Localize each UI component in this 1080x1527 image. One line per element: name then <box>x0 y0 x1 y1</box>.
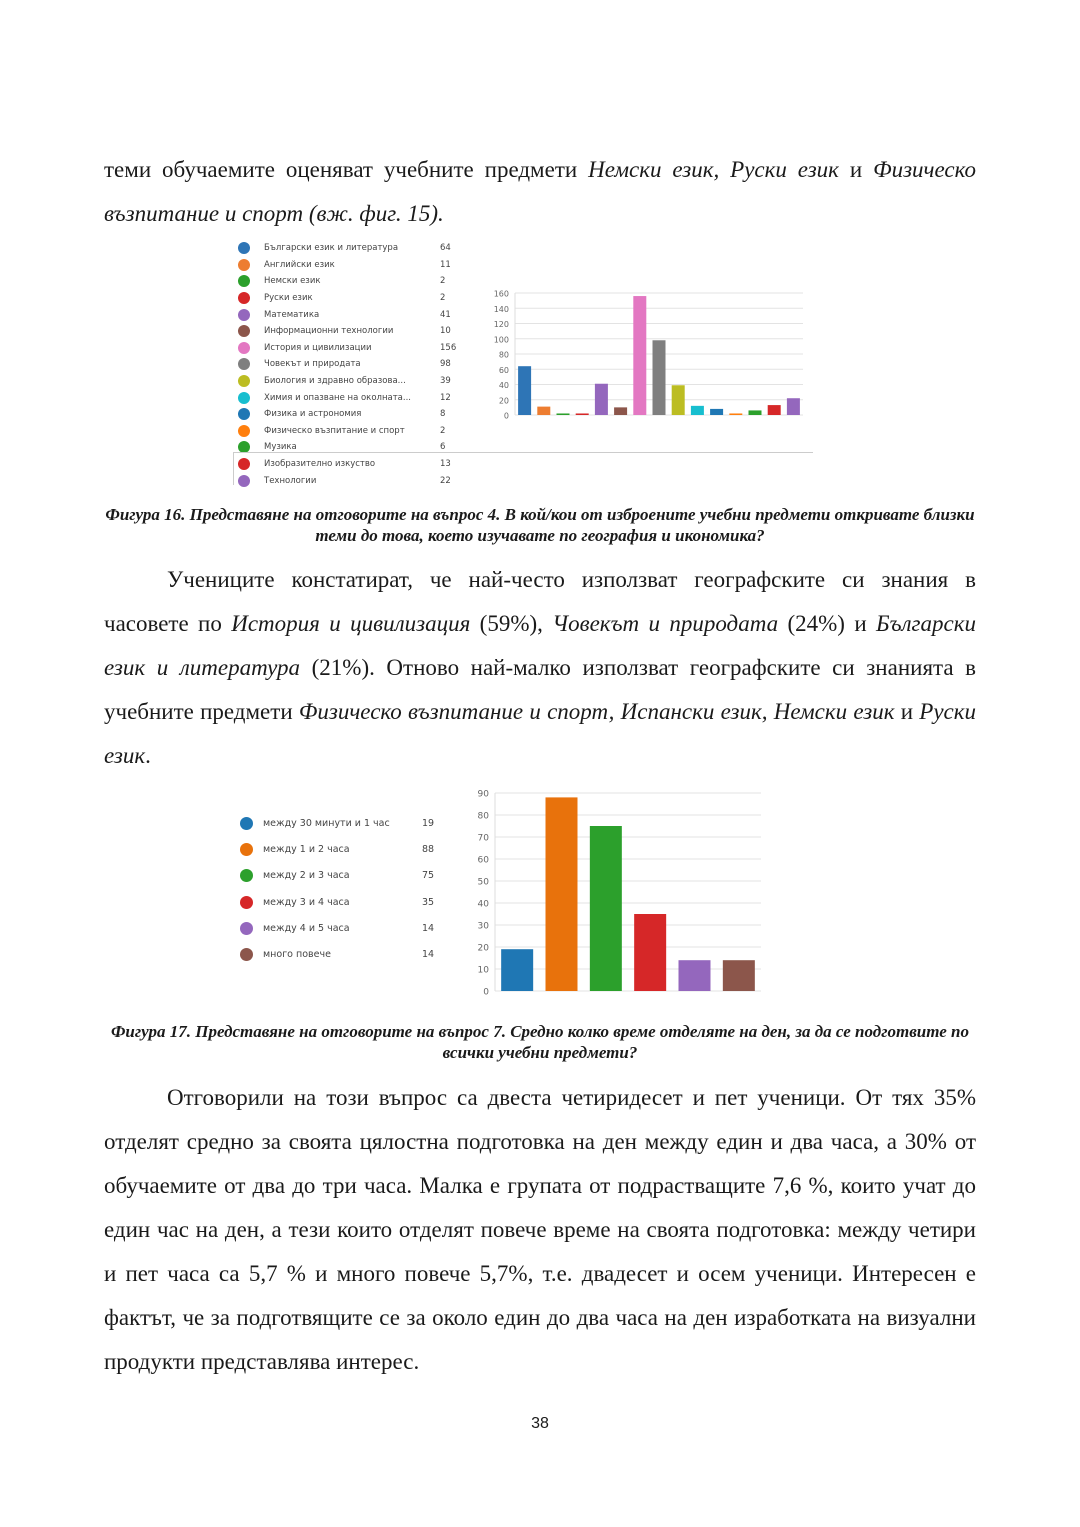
legend-color-dot <box>238 458 250 470</box>
legend-label: много повече <box>263 949 331 961</box>
y-tick-label: 10 <box>477 965 489 976</box>
paragraph-summary: Отговорили на този въпрос са двеста четиридесет и пет ученици. От тях 35% отделят средно за своята цялостна подготовка на ден между един и два часа, а 30% от обучаемите от два до три часа. Малка е групата от подрастващите 7,6 %, които учат до един час на ден, а тези които отделят повече време на своята подготовка: между четири и пет часа са 5,7 % и много повече 5,7%, т.е. двадесет и осем ученици. Интересен е фактът, че за подготвящите се за около един до два часа на ден изработката на визуални продукти представлява интерес. <box>104 1085 976 1374</box>
legend-value: 14 <box>422 922 435 934</box>
bar <box>557 413 570 415</box>
legend-value: 156 <box>440 342 457 353</box>
y-tick-label: 60 <box>477 855 489 866</box>
legend-color-dot <box>238 342 250 354</box>
bar <box>537 407 550 415</box>
bar <box>653 340 666 415</box>
y-tick-label: 60 <box>498 365 509 375</box>
y-tick-label: 0 <box>503 411 509 421</box>
bar <box>787 398 800 415</box>
paragraph-intro: теми обучаемите оценяват учебните предмети Немски език, Руски език и Физическо възпитание и спорт (вж. фиг. 15). <box>104 157 977 226</box>
legend-value: 88 <box>422 843 435 855</box>
legend-label: Руски език <box>264 293 313 304</box>
legend-label: Човекът и природата <box>264 359 361 370</box>
legend-color-dot <box>238 259 250 271</box>
bar <box>634 914 666 991</box>
legend-color-dot <box>240 922 253 935</box>
legend-item <box>238 340 478 357</box>
legend-item <box>240 836 440 862</box>
legend-item <box>238 356 478 373</box>
legend-value: 10 <box>440 326 451 337</box>
legend-color-dot <box>238 475 250 487</box>
y-tick-label: 40 <box>477 899 489 910</box>
bar <box>749 410 762 415</box>
y-tick-label: 70 <box>477 833 489 844</box>
legend-color-dot <box>238 309 250 321</box>
legend-value: 13 <box>440 459 451 470</box>
y-tick-label: 160 <box>493 289 509 299</box>
legend-color-dot <box>240 896 253 909</box>
bar <box>614 407 627 415</box>
legend-label: Английски език <box>264 259 335 270</box>
legend-value: 14 <box>422 949 435 961</box>
legend-item <box>238 257 478 274</box>
legend-color-dot <box>240 843 253 856</box>
figure17-caption: Фигура 17. Представяне на отговорите на въпрос 7. Средно колко време отделяте на ден, за да се подготвите по всички учебни предмети? <box>110 1022 970 1062</box>
legend-label: История и цивилизации <box>264 342 372 353</box>
legend-item <box>238 472 478 489</box>
figure16-legend <box>238 240 478 485</box>
figure16-caption: Фигура 16. Представяне на отговорите на въпрос 4. В кой/кои от изброените учебни предмети откривате близки теми до това, което изучавате по география и икономика? <box>105 505 975 545</box>
legend-color-dot <box>238 325 250 337</box>
legend-color-dot <box>238 375 250 387</box>
legend-label: Изобразително изкуство <box>264 459 376 470</box>
legend-value: 39 <box>440 376 451 387</box>
legend-item <box>238 456 478 473</box>
legend-item <box>238 323 478 340</box>
legend-item <box>238 423 478 440</box>
bar <box>672 385 685 415</box>
bar <box>679 960 711 991</box>
figure17-legend <box>240 810 440 970</box>
legend-value: 22 <box>440 475 451 486</box>
figure17-bar-chart <box>465 786 765 998</box>
legend-value: 75 <box>422 870 435 882</box>
page-number: 38 <box>531 1415 549 1432</box>
legend-value: 98 <box>440 359 451 370</box>
legend-label: между 1 и 2 часа <box>263 843 350 855</box>
legend-color-dot <box>240 948 253 961</box>
legend-label: Музика <box>264 442 297 453</box>
y-tick-label: 120 <box>493 320 509 329</box>
legend-item <box>240 810 440 836</box>
legend-label: Химия и опазване на околната... <box>264 392 411 403</box>
legend-value: 35 <box>422 896 435 908</box>
y-tick-label: 80 <box>477 811 489 822</box>
y-tick-label: 20 <box>498 396 509 406</box>
legend-label: между 30 минути и 1 час <box>263 817 390 829</box>
legend-value: 2 <box>440 276 446 287</box>
legend-item <box>238 273 478 290</box>
bar <box>518 366 531 415</box>
bar <box>729 413 742 415</box>
legend-value: 12 <box>440 392 451 403</box>
legend-label: между 4 и 5 часа <box>263 922 350 934</box>
paragraph-findings: Учениците констатират, че най-често използват географските си знания в часовете по История и цивилизация (59%), Човекът и природата (24%) и Български език и литература (21%). Отново най-малко използват географските си знанията в учебните предмети Физическо възпитание и спорт, Испански език, Немски език и Руски език. <box>104 567 976 768</box>
legend-color-dot <box>238 425 250 437</box>
legend-item <box>238 406 478 423</box>
legend-value: 41 <box>440 309 451 320</box>
legend-value: 8 <box>440 409 446 420</box>
y-tick-label: 30 <box>477 921 489 932</box>
legend-item <box>238 306 478 323</box>
legend-value: 6 <box>440 442 446 453</box>
bar <box>633 296 646 415</box>
legend-value: 2 <box>440 425 446 436</box>
figure16-legend-divider <box>233 452 813 453</box>
figure16-legend-divider-v <box>233 452 234 485</box>
legend-label: Физическо възпитание и спорт <box>264 425 405 436</box>
legend-item <box>240 942 440 968</box>
legend-color-dot <box>240 817 253 830</box>
legend-item <box>238 439 478 456</box>
legend-value: 19 <box>422 817 435 829</box>
y-tick-label: 100 <box>493 335 509 345</box>
bar <box>710 409 723 415</box>
y-tick-label: 0 <box>483 987 489 998</box>
y-tick-label: 40 <box>498 381 509 390</box>
legend-label: Немски език <box>264 276 321 287</box>
legend-item <box>240 915 440 941</box>
legend-label: Информационни технологии <box>264 326 394 337</box>
legend-label: Биология и здравно образова... <box>264 376 406 387</box>
bar <box>691 406 704 415</box>
bar <box>576 413 589 415</box>
legend-item <box>240 863 440 889</box>
legend-value: 64 <box>440 243 451 254</box>
bar <box>590 826 622 991</box>
legend-label: между 2 и 3 часа <box>263 870 350 882</box>
figure16-bar-chart <box>485 285 815 435</box>
legend-item <box>238 290 478 307</box>
y-tick-label: 50 <box>477 877 489 888</box>
legend-item <box>238 389 478 406</box>
legend-color-dot <box>238 275 250 287</box>
legend-label: между 3 и 4 часа <box>263 896 350 908</box>
y-tick-label: 90 <box>477 789 489 800</box>
bar <box>768 405 781 415</box>
y-tick-label: 20 <box>477 943 489 954</box>
legend-value: 11 <box>440 259 451 270</box>
bar <box>546 797 578 991</box>
legend-label: Български език и литература <box>264 243 399 254</box>
bar <box>723 960 755 991</box>
bar <box>501 949 533 991</box>
y-tick-label: 80 <box>498 350 509 360</box>
legend-value: 2 <box>440 293 446 304</box>
legend-color-dot <box>238 358 250 370</box>
legend-color-dot <box>238 408 250 420</box>
legend-label: Математика <box>264 309 320 320</box>
legend-label: Технологии <box>264 475 317 486</box>
y-tick-label: 140 <box>493 304 509 314</box>
legend-color-dot <box>240 869 253 882</box>
legend-item <box>238 373 478 390</box>
legend-label: Физика и астрономия <box>264 409 362 420</box>
legend-color-dot <box>238 392 250 404</box>
bar <box>595 384 608 415</box>
legend-item <box>240 889 440 915</box>
legend-color-dot <box>238 242 250 254</box>
legend-color-dot <box>238 292 250 304</box>
legend-item <box>238 240 478 257</box>
